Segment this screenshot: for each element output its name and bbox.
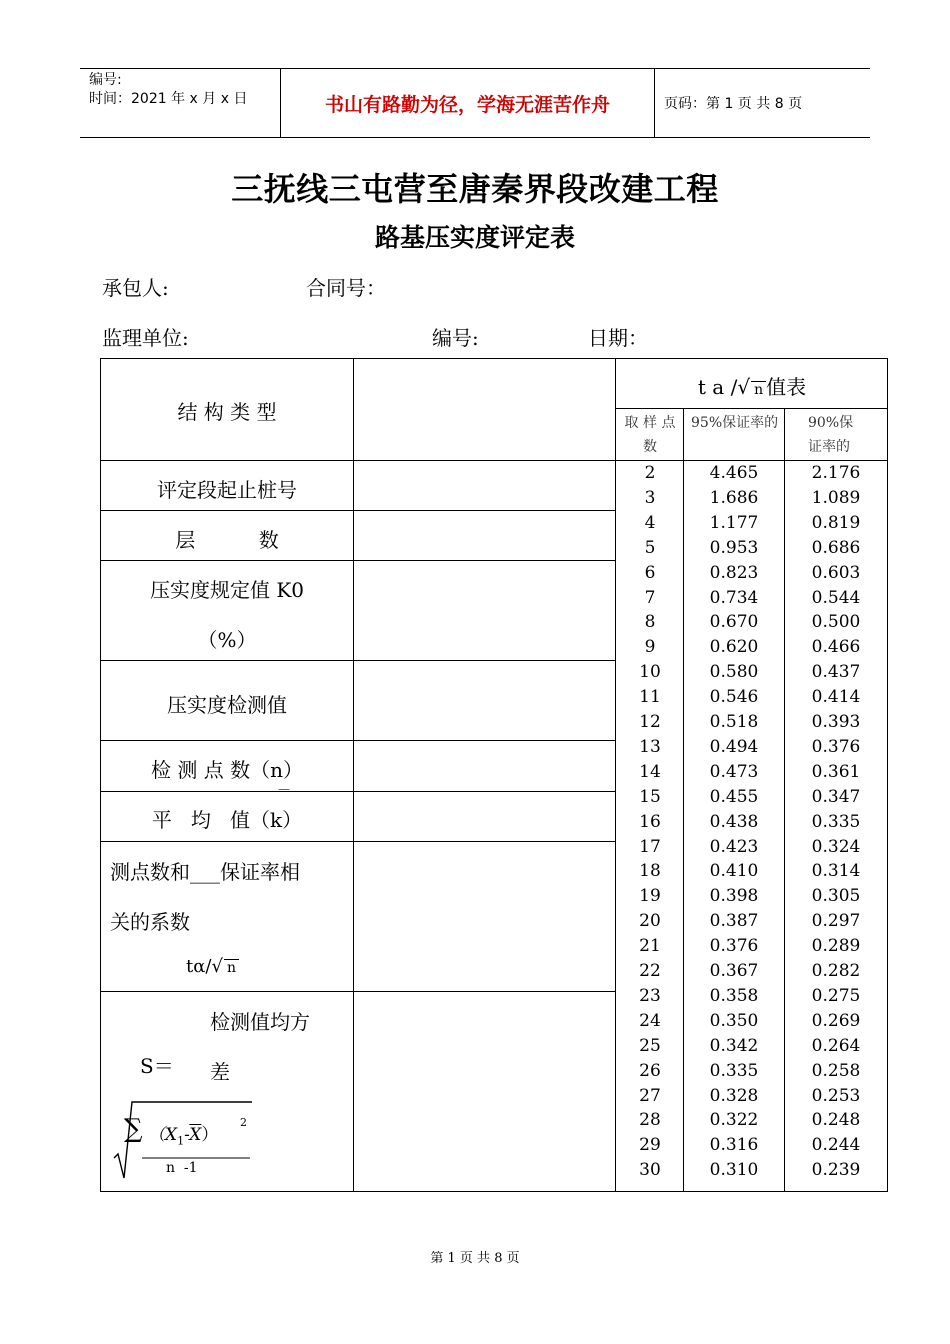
ttable-points: 10 [639, 662, 661, 683]
ttable-title-rest: 值表 [766, 375, 807, 399]
ttable-points: 23 [639, 985, 661, 1006]
std-s: S＝ [140, 1054, 174, 1078]
ttable-value-95: 0.953 [709, 537, 759, 558]
ttable-points: 15 [639, 786, 661, 807]
std-label-line2: 差 [210, 1060, 230, 1084]
ttable-value-90: 0.686 [811, 537, 861, 558]
ttable-value-95: 0.438 [709, 811, 759, 832]
sqrt-icon: √ n [737, 375, 766, 399]
ttable-value-90: 0.258 [811, 1060, 861, 1081]
ttable-value-95: 1.686 [709, 487, 759, 508]
ttable-points: 20 [639, 911, 661, 932]
ttable-value-95: 0.335 [709, 1060, 759, 1081]
ttable-value-95: 0.367 [709, 961, 759, 981]
ttable-value-90: 0.269 [811, 1010, 861, 1031]
ttable-value-90: 0.544 [811, 587, 861, 608]
ttable-value-90: 0.289 [811, 936, 861, 957]
ttable-points: 18 [639, 861, 661, 882]
ttable-value-95: 0.316 [709, 1135, 759, 1156]
spec-value-unit: （%） [197, 628, 257, 652]
ttable-value-95: 0.670 [709, 612, 759, 633]
std-close: ） [201, 1125, 219, 1145]
page-label: 页码：第 1 页 共 8 页 [664, 96, 803, 112]
ttable-value-95: 0.473 [709, 761, 759, 782]
ttable-points: 12 [639, 712, 661, 732]
layers-label: 层 数 [175, 528, 279, 552]
std-label-line1: 检测值均方 [210, 1010, 310, 1034]
ttable-value-90: 0.437 [811, 662, 861, 683]
std-expr-open: （X [148, 1125, 178, 1145]
date-label: 日期： [588, 326, 648, 350]
ttable-points: 19 [639, 886, 661, 907]
ttable-value-95: 0.455 [709, 786, 759, 807]
time-label: 时间：2021 年 x 月 x 日 [89, 91, 248, 107]
number-label: 编号: [432, 326, 479, 350]
ttable-title-n: n [751, 381, 766, 398]
ttable-points: 27 [639, 1085, 661, 1106]
ttable-value-95: 0.358 [709, 985, 759, 1006]
page-footer: 第 1 页 共 8 页 [430, 1251, 520, 1266]
average-bar: — [278, 782, 290, 796]
ttable-points: 11 [639, 687, 661, 708]
ttable-value-90: 0.314 [811, 861, 861, 882]
std-minus: - [184, 1125, 190, 1145]
std-denominator: n -1 [166, 1160, 198, 1176]
section-range-label: 评定段起止桩号 [157, 478, 297, 502]
ttable-col-95: 95%保证率的 [691, 415, 779, 431]
ttable-value-90: 0.376 [811, 736, 861, 757]
ttable-value-90: 0.347 [811, 786, 861, 807]
ttable-value-95: 0.387 [709, 911, 759, 932]
ttable-value-95: 0.620 [709, 637, 759, 658]
average-label: 平 均 值（k） [151, 808, 303, 832]
ttable-points: 7 [644, 587, 656, 608]
ttable-value-90: 0.239 [811, 1160, 861, 1181]
ttable-col-points: 取 样 点 数 [624, 415, 676, 455]
points-label: 检 测 点 数（n） [151, 758, 303, 782]
ttable-points: 4 [644, 512, 656, 533]
ttable-value-90: 0.361 [811, 761, 861, 782]
ttable-points: 5 [644, 537, 656, 558]
ttable-points: 21 [639, 936, 661, 957]
ttable-value-95: 0.518 [709, 712, 759, 732]
spec-value-label: 压实度规定值 K0 [149, 578, 305, 602]
header-meta [80, 69, 281, 137]
ttable-value-95: 0.546 [709, 687, 759, 708]
ttable-value-95: 0.423 [709, 836, 759, 857]
ttable-points: 8 [644, 612, 656, 633]
ttable-points: 2 [644, 463, 656, 483]
ttable-value-90: 0.275 [811, 985, 861, 1006]
ttable-value-95: 0.734 [709, 587, 759, 608]
ttable-title [616, 371, 888, 400]
ttable-points: 3 [644, 487, 656, 508]
ttable-points: 26 [639, 1060, 661, 1081]
ttable-value-90: 0.264 [811, 1035, 861, 1056]
contractor-label: 承包人: [102, 276, 169, 300]
ttable-value-90: 0.466 [811, 637, 861, 658]
ttable-value-90: 0.248 [811, 1110, 861, 1131]
std-xbar: $\overline{X}$ [189, 1125, 202, 1145]
ttable-value-95: 0.376 [709, 936, 759, 957]
ttable-value-90: 0.393 [811, 712, 861, 732]
document-subtitle: 路基压实度评定表 [374, 223, 575, 252]
structure-type-label: 结 构 类 型 [177, 400, 277, 424]
ttable-points: 24 [639, 1010, 661, 1031]
ttable-points: 25 [639, 1035, 661, 1056]
ttable-points: 30 [639, 1160, 661, 1181]
coef-n: n [224, 959, 239, 976]
supervisor-label: 监理单位: [102, 326, 189, 350]
ttable-value-95: 0.398 [709, 886, 759, 907]
std-sub: 1 [177, 1134, 185, 1148]
ttable-points: 17 [639, 836, 661, 857]
ttable-value-90: 1.089 [811, 487, 861, 508]
measured-label: 压实度检测值 [167, 693, 287, 717]
ttable-points: 22 [639, 961, 661, 981]
coef-label-line2: 关的系数 [110, 910, 190, 934]
sqrt-icon: √ n [211, 956, 239, 977]
std-square: 2 [240, 1116, 247, 1129]
ttable-value-95: 0.342 [709, 1035, 759, 1056]
motto: 书山有路勤为径，学海无涯苦作舟 [281, 69, 655, 137]
ttable-value-95: 0.350 [709, 1010, 759, 1031]
ttable-value-90: 0.500 [811, 612, 861, 633]
ttable-value-90: 0.244 [811, 1135, 861, 1156]
ttable-col-90: 90%保证率的 [808, 415, 854, 455]
ttable-value-90: 2.176 [811, 463, 861, 483]
ttable-value-90: 0.603 [811, 562, 861, 583]
ttable-points: 28 [639, 1110, 661, 1131]
coef-label-line1: 测点数和___保证率相 [110, 860, 300, 884]
ttable-value-90: 0.414 [811, 687, 861, 708]
std-expression [148, 1120, 218, 1147]
ttable-value-90: 0.253 [811, 1085, 861, 1106]
ttable-value-95: 1.177 [709, 512, 759, 533]
ttable-value-95: 0.410 [709, 861, 759, 882]
ttable-points: 14 [639, 761, 661, 782]
ttable-points: 29 [639, 1135, 661, 1156]
ttable-value-95: 0.322 [709, 1110, 759, 1131]
ttable-value-90: 0.297 [811, 911, 861, 932]
document-title: 三抚线三屯营至唐秦界段改建工程 [231, 170, 719, 208]
ttable-value-95: 0.328 [709, 1085, 759, 1106]
ttable-value-90: 0.305 [811, 886, 861, 907]
ttable-value-95: 0.494 [709, 736, 759, 757]
sigma-icon: ∑ [124, 1114, 143, 1144]
coef-formula [186, 956, 239, 977]
ttable-value-90: 0.324 [811, 836, 861, 857]
contract-no-label: 合同号： [306, 276, 386, 300]
coef-t: tα/ [186, 956, 212, 977]
ttable-value-95: 0.580 [709, 662, 759, 683]
ttable-value-95: 0.823 [709, 562, 759, 583]
ttable-points: 9 [644, 637, 656, 658]
ttable-value-90: 0.335 [811, 811, 861, 832]
ttable-value-95: 4.465 [709, 463, 759, 483]
page-header [80, 68, 870, 138]
ttable-title-t: t a / [697, 375, 738, 399]
ttable-points: 13 [639, 736, 661, 757]
ttable-points: 16 [639, 811, 661, 832]
ttable-points: 6 [644, 562, 656, 583]
ttable-value-95: 0.310 [709, 1160, 759, 1181]
ttable-value-90: 0.282 [811, 961, 861, 981]
code-label: 编号: [89, 72, 122, 88]
ttable-value-90: 0.819 [811, 512, 861, 533]
